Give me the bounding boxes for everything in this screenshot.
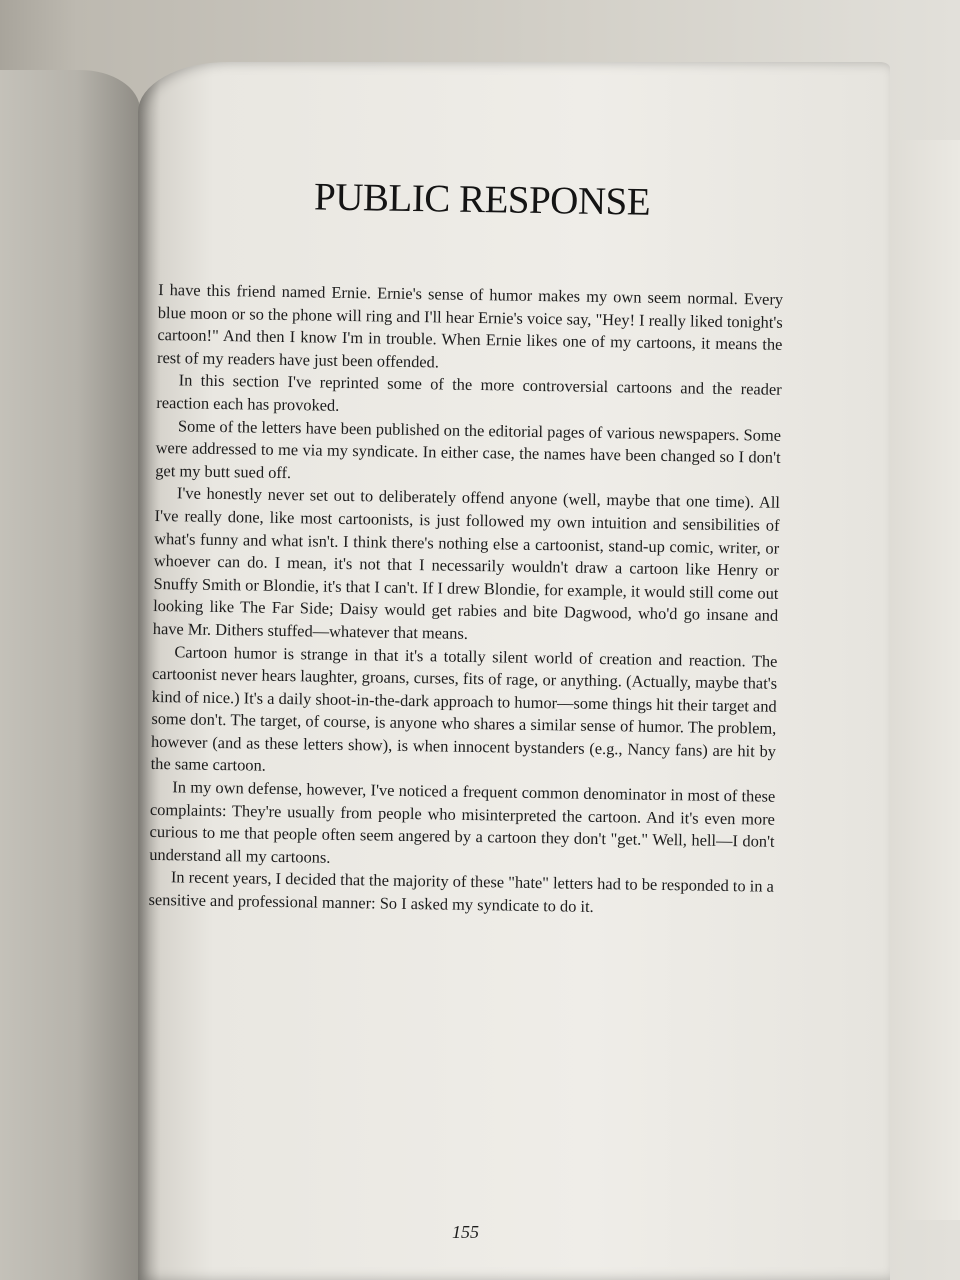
paragraph-1: I have this friend named Ernie. Ernie's sense of humor makes my own seem normal. Every blue moon or so the phone will ring and I'll hear Ernie's voice say, "Hey! I really liked tonight's cartoon!" And then I know I'm in trouble. When Ernie likes one of my cartoons, it means the rest of my readers have just been offended. — [156, 279, 784, 372]
page-number: 155 — [452, 1222, 479, 1242]
paragraph-3: Some of the letters have been published on the editorial pages of various newspapers. Some were addressed to me via my syndicate. In either case, the names have been changed so I don't get my butt sued off. — [155, 415, 782, 482]
body-text — [148, 279, 783, 921]
paragraph-4: I've honestly never set out to deliberately offend anyone (well, maybe that one time). All I've really done, like most cartoonists, is just followed my own intuition and sensibilities of what's funny and what isn't. I think there's nothing else a cartoonist, stand-up comic, writer, or whoever can do. I mean, it's not that I necessarily wouldn't draw a cartoon like Henry or Snuffy Smith or Blondie, it's that I can't. If I drew Blondie, for example, it would still come out looking like The Far Side; Daisy would get rabies and bite Dagwood, who'd go insane and have Mr. Dithers stuffed—whatever that means. — [152, 483, 781, 643]
paragraph-6: In my own defense, however, I've noticed a frequent common denominator in most of these complaints: They're usually from people who misinterpreted the cartoon. And it's even more curious to me that people often seem angered by a cartoon they don't "get." Well, hell—I don't understand all my cartoons. — [149, 777, 776, 867]
page-content — [148, 172, 785, 921]
paragraph-2: In this section I've reprinted some of the more controversial cartoons and the reader reaction each has provoked. — [156, 370, 782, 415]
paragraph-5: Cartoon humor is strange in that it's a totally silent world of creation and reaction. The cartoonist never hears laughter, groans, curses, fits of rage, or anything. (Actually, maybe that's kind of nice.) It's a daily shoot-in-the-dark approach to humor—some things hit their target and some don't. The target, of course, is anyone who shares a similar sense of humor. The problem, however (and as these letters show), is when innocent bystanders (e.g., Nancy fans) are hit by the same cartoon. — [150, 641, 778, 776]
left-page-edge — [0, 70, 140, 1280]
page-title: PUBLIC RESPONSE — [313, 175, 651, 224]
paragraph-7: In recent years, I decided that the majority of these "hate" letters had to be responded to in a sensitive and professional manner: So I asked my syndicate to do it. — [148, 867, 774, 916]
